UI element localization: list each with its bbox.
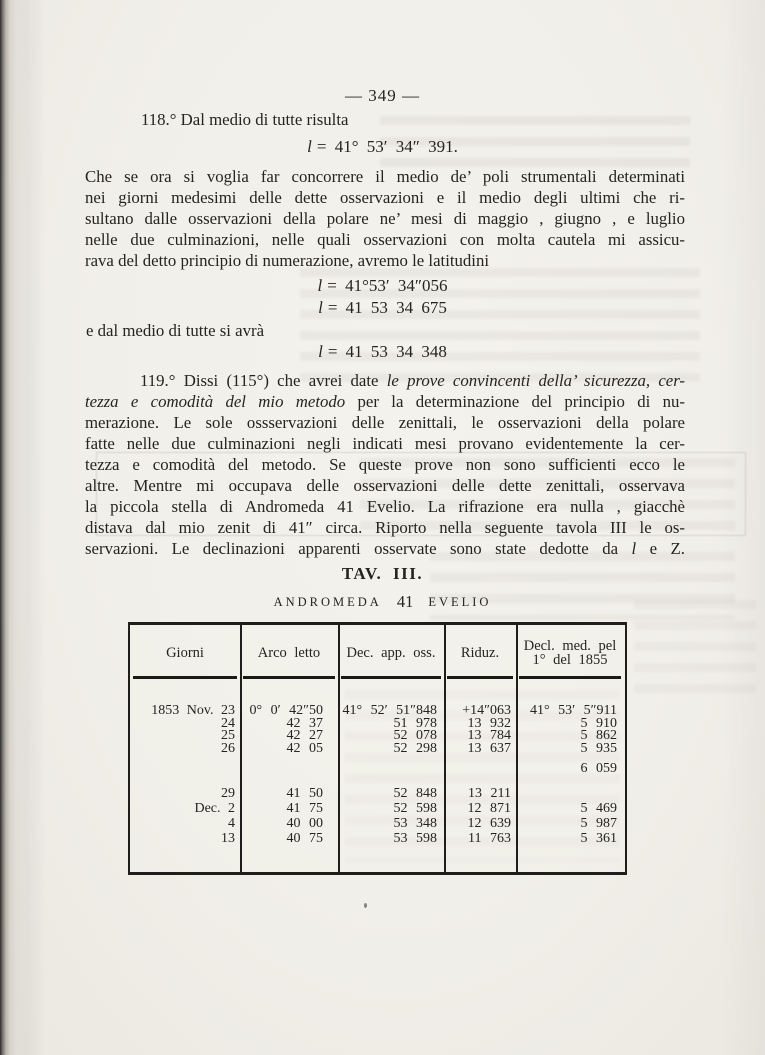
cell-giorni	[130, 763, 240, 776]
table-title: TAV. III.	[341, 564, 424, 583]
cell-dec: 52 298	[393, 740, 437, 756]
section-118-heading: 118.° Dal medio di tutte risulta	[141, 110, 349, 129]
cell-riduz: 13 211	[468, 785, 511, 801]
cell-arco: 42 27	[286, 728, 323, 743]
cell-giorni: Dec. 2	[194, 800, 235, 816]
cell-giorni: 13	[221, 830, 235, 846]
text-line: nelle due culminazioni, nelle quali osservazioni con molta cautela mi assicu-	[85, 230, 685, 249]
cell-giorni: 4	[228, 815, 235, 831]
subtitle-star-name: ANDROMEDA	[273, 595, 382, 609]
mean-intro-text: e dal medio di tutte si avrà	[86, 321, 265, 340]
table-row	[130, 705, 625, 718]
text-line: sultano dalle osservazioni della polare ne’ mesi di maggio , giugno , e luglio	[85, 209, 685, 228]
cell-arco	[240, 763, 338, 776]
paragraph-118-body	[85, 166, 685, 271]
paragraph-119-body	[85, 370, 685, 559]
text-line: Che se ora si voglia far concorrere il medio de’ poli strumentali determinati	[85, 167, 685, 186]
text-run-italic: le prove convincenti della’ sicurezza, cer-	[386, 371, 685, 390]
table-header-row	[130, 625, 625, 681]
cell-decl: 5 910	[580, 715, 617, 731]
math-var-l: l	[318, 342, 323, 361]
cell-riduz: 13 784	[467, 728, 511, 743]
cell-riduz: 11 763	[468, 830, 511, 846]
cell-dec	[338, 763, 444, 776]
formula-latitude-1	[0, 276, 765, 296]
cell-decl: 41° 53′ 5″911	[530, 703, 617, 718]
cell-dec: 51 978	[393, 715, 437, 731]
cell-riduz: 13 637	[467, 740, 511, 756]
cell-arco: 41 75	[286, 800, 323, 816]
cell-dec: 53 598	[393, 830, 437, 846]
text-line: rava del detto principio di numerazione, avremo le latitudini	[85, 251, 490, 270]
text-line	[85, 370, 685, 391]
cell-dec: 52 848	[393, 785, 437, 801]
cell-riduz: +14″063	[462, 703, 511, 718]
cell-decl: 5 862	[580, 728, 617, 743]
text-line: fatte nelle due culminazioni negli indicati mesi provano evidentemente la cer-	[85, 434, 685, 453]
formula-value: = 41°53′ 34″056	[327, 276, 448, 295]
cell-arco: 0° 0′ 42″50	[249, 703, 323, 718]
table-row	[130, 715, 625, 731]
formula-value: = 41° 53′ 34″ 391.	[316, 137, 458, 156]
math-var-l: l	[307, 137, 312, 156]
text-run: per la determinazione del principio di nu-	[357, 392, 685, 411]
text-line: tezza e comodità del metodo. Se queste prove non sono sufficienti ecco le	[85, 455, 685, 474]
text-line	[85, 391, 685, 412]
cell-decl: 5 987	[580, 815, 617, 831]
text-line: distava dal mio zenit di 41″ circa. Riporto nella seguente tavola III le os-	[85, 518, 685, 537]
text-line: la piccola stella di Andromeda 41 Evelio. La rifrazione era nulla , giacchè	[85, 497, 685, 516]
text-line: merazione. Le sole ossservazioni delle zenittali, le osservazioni della polare	[85, 413, 685, 432]
math-var-l: l	[318, 298, 323, 317]
cell-giorni: 1853 Nov. 23	[151, 703, 235, 718]
cell-arco: 42 05	[286, 740, 323, 756]
cell-riduz: 12 871	[467, 800, 511, 816]
header-arco-letto: Arco letto	[240, 625, 338, 681]
cell-giorni: 24	[221, 715, 235, 731]
text-line: nei giorni medesimi delle dette osservazioni e il medio degli ultimi che ri-	[85, 188, 685, 207]
cell-decl: 5 469	[580, 800, 617, 816]
table-row	[130, 830, 625, 846]
math-var-l: l	[317, 276, 323, 295]
table-row	[130, 800, 625, 816]
cell-arco: 40 75	[286, 830, 323, 846]
subtitle-star-number: 41	[396, 592, 414, 611]
cell-dec: 52 598	[393, 800, 437, 816]
subtitle-catalog-name: EVELIO	[428, 595, 492, 609]
table-row	[130, 785, 625, 801]
formula-latitude-2	[0, 298, 765, 318]
cell-giorni: 29	[221, 785, 235, 801]
observations-table	[128, 622, 627, 875]
cell-decl	[516, 788, 624, 801]
header-decl-med-line2: 1° del 1855	[532, 652, 608, 668]
text-run-italic: tezza e comodità del mio metodo	[85, 392, 358, 411]
text-line	[85, 538, 685, 559]
text-run: e Z.	[636, 539, 685, 558]
header-decl-med	[516, 625, 624, 681]
ink-speck	[364, 903, 367, 908]
header-giorni: Giorni	[130, 625, 240, 681]
cell-dec: 52 078	[393, 728, 437, 743]
header-dec-app-oss: Dec. app. oss.	[338, 625, 444, 681]
cell-giorni: 26	[221, 740, 235, 756]
cell-decl: 5 935	[580, 740, 617, 756]
cell-decl: 5 361	[580, 830, 617, 846]
cell-decl: 6 059	[580, 761, 617, 776]
bleedthrough-band	[634, 600, 756, 700]
table-body	[130, 681, 625, 845]
formula-value: = 41 53 34 348	[327, 342, 447, 361]
header-riduz: Riduz.	[444, 625, 516, 681]
cell-dec: 53 348	[393, 815, 437, 831]
cell-riduz: 12 639	[467, 815, 511, 831]
cell-riduz: 13 932	[467, 715, 511, 731]
text-run: 119.° Dissi (115°) che avrei date	[140, 371, 387, 390]
cell-arco: 41 50	[286, 785, 323, 801]
table-row	[130, 740, 625, 756]
text-line: altre. Mentre mi occupava delle osservazioni delle dette zenittali, osservava	[85, 476, 685, 495]
cell-dec: 41° 52′ 51″848	[342, 703, 437, 718]
text-run: servazioni. Le declinazioni apparenti osservate sono state dedotte da	[85, 539, 632, 558]
cell-giorni: 25	[221, 728, 235, 743]
formula-value: = 41 53 34 675	[327, 298, 447, 317]
cell-arco: 40 00	[286, 815, 323, 831]
table-row	[130, 730, 625, 743]
page-number: — 349 —	[345, 86, 420, 105]
table-row	[130, 763, 625, 776]
header-decl-med-line1: Decl. med. pel	[523, 638, 617, 654]
table-row	[130, 815, 625, 831]
formula-latitude-mean	[0, 137, 765, 157]
table-subtitle	[0, 591, 765, 611]
cell-arco: 42 37	[286, 715, 323, 731]
cell-riduz	[444, 763, 516, 776]
formula-latitude-mean-all	[0, 342, 765, 362]
math-var-l: l	[631, 539, 637, 558]
